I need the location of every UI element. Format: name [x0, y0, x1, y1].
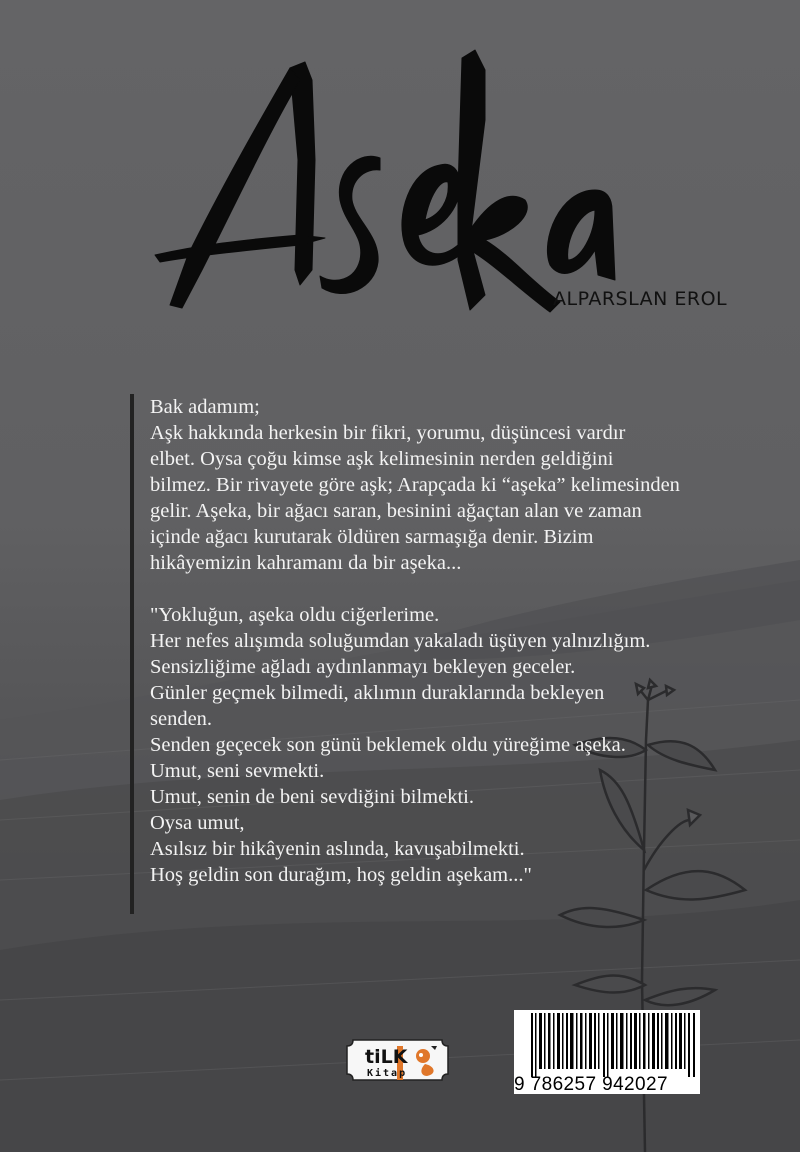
isbn-barcode [514, 1010, 700, 1094]
poem-line: senden. [150, 708, 213, 730]
blurb-line: içinde ağacı kurutarak öldüren sarmaşığa denir. Bizim [150, 526, 594, 548]
blurb-line: gelir. Aşeka, bir ağacı saran, besinini ağaçtan alan ve zaman [150, 500, 642, 522]
publisher-name-top: tiLK [365, 1046, 408, 1068]
publisher-name-bottom: Kitap [367, 1068, 408, 1079]
author-name: ALPARSLAN EROL [553, 288, 728, 310]
isbn-number: 9 786257 942027 [514, 1074, 668, 1095]
poem-line: Oysa umut, [150, 812, 245, 834]
poem-line: Umut, seni sevmekti. [150, 760, 325, 782]
paragraph-gap [150, 576, 750, 602]
poem-line: "Yokluğun, aşeka oldu ciğerlerime. [150, 604, 440, 626]
poem-line: Umut, senin de beni sevdiğini bilmekti. [150, 786, 474, 808]
barcode-bars-icon [531, 1013, 697, 1077]
poem-line: Sensizliğime ağladı aydınlanmayı bekleyen geceler. [150, 656, 576, 678]
blurb-line: Aşk hakkında herkesin bir fikri, yorumu, düşüncesi vardır [150, 422, 626, 444]
poem-line: Asılsız bir hikâyenin aslında, kavuşabilmekti. [150, 838, 525, 860]
poem-line: Senden geçecek son günü beklemek oldu yüreğime aşeka. [150, 734, 626, 756]
publisher-logo [345, 1036, 450, 1084]
back-cover-blurb [130, 394, 750, 914]
blurb-line: hikâyemizin kahramanı da bir aşeka... [150, 552, 462, 574]
blurb-line: Bak adamım; [150, 396, 260, 418]
poem-line: Günler geçmek bilmedi, aklımın duraklarında bekleyen [150, 682, 605, 704]
blurb-line: bilmez. Bir rivayete göre aşk; Arapçada ki “aşeka” kelimesinden [150, 474, 680, 496]
poem-line: Hoş geldin son durağım, hoş geldin aşekam..." [150, 864, 532, 886]
blurb-line: elbet. Oysa çoğu kimse aşk kelimesinin nerden geldiğini [150, 448, 614, 470]
poem-line: Her nefes alışımda soluğumdan yakaladı üşüyen yalnızlığım. [150, 630, 651, 652]
